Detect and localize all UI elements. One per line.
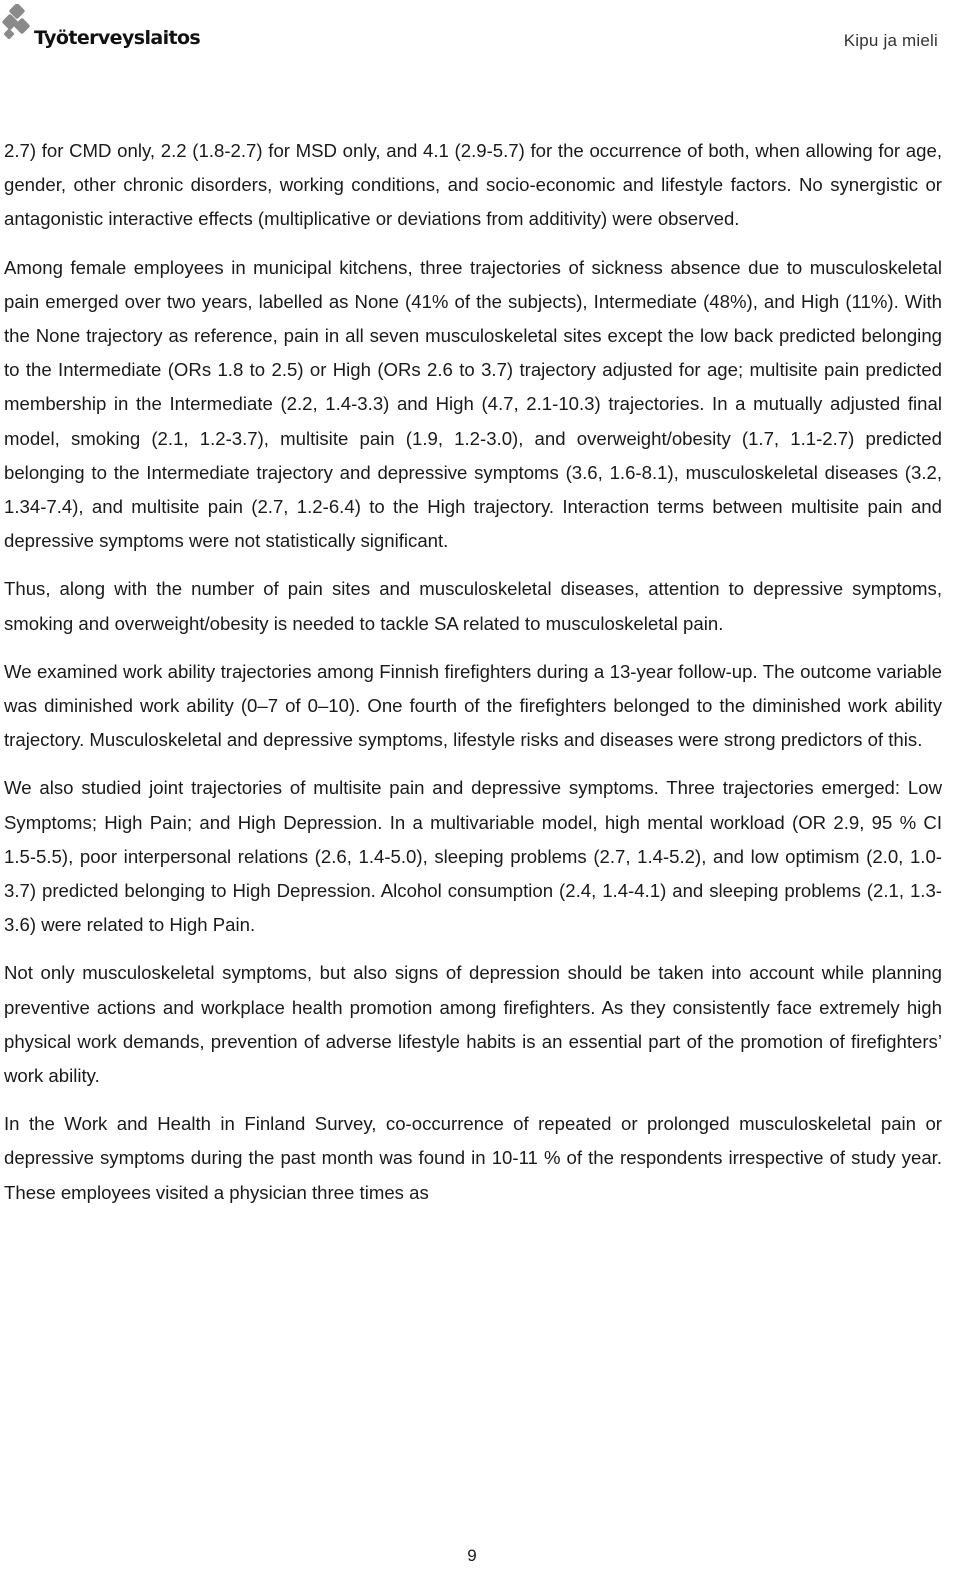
page-number: 9 [467, 1546, 477, 1565]
section-title: Kipu ja mieli [843, 31, 938, 50]
logo-mark-icon [2, 4, 32, 50]
paragraph: Not only musculoskeletal symptoms, but also signs of depression should be taken into account while planning preventive actions and workplace health promotion among firefighters. As they consistently face extremely high physical work demands, prevention of adverse lifestyle habits is an essential part of the promotion of firefighters’ work ability. [4, 962, 942, 1087]
paragraph: In the Work and Health in Finland Survey, co-occurrence of repeated or prolonged musculoskeletal pain or depressive symptoms during the past month was found in 10-11 % of the respondents irrespective of study year. These employees visited a physician three times as [4, 1113, 942, 1203]
logo [2, 4, 200, 50]
logo-text: Työterveyslaitos [34, 27, 201, 49]
paragraph: Among female employees in municipal kitchens, three trajectories of sickness absence due to musculoskeletal pain emerged over two years, labelled as None (41% of the subjects), Intermediate (48%), and High (11%). With the None trajectory as reference, pain in all seven musculoskeletal sites except the low back predicted belonging to the Intermediate (ORs 1.8 to 2.5) or High (ORs 2.6 to 3.7) trajectory adjusted for age; multisite pain predicted membership in the Intermediate (2.2, 1.4-3.3) and High (4.7, 2.1-10.3) trajectories. In a mutually adjusted final model, smoking (2.1, 1.2-3.7), multisite pain (1.9, 1.2-3.0), and overweight/obesity (1.7, 1.1-2.7) predicted belonging to the Intermediate trajectory and depressive symptoms (3.6, 1.6-8.1), musculoskeletal diseases (3.2, 1.34-7.4), and multisite pain (2.7, 1.2-6.4) to the High trajectory. Interaction terms between multisite pain and depressive symptoms were not statistically significant. [4, 256, 942, 552]
page-header [0, 0, 960, 70]
paragraph: 2.7) for CMD only, 2.2 (1.8-2.7) for MSD only, and 4.1 (2.9-5.7) for the occurrence of both, when allowing for age, gender, other chronic disorders, working conditions, and socio-economic and lifestyle factors. No synergistic or antagonistic interactive effects (multiplicative or deviations from additivity) were observed. [4, 140, 942, 230]
body-text [4, 134, 942, 1224]
paragraph: We also studied joint trajectories of multisite pain and depressive symptoms. Three trajectories emerged: Low Symptoms; High Pain; and High Depression. In a multivariable model, high mental workload (OR 2.9, 95 % CI 1.5-5.5), poor interpersonal relations (2.6, 1.4-5.0), sleeping problems (2.7, 1.4-5.2), and low optimism (2.0, 1.0-3.7) predicted belonging to High Depression. Alcohol consumption (2.4, 1.4-4.1) and sleeping problems (2.1, 1.3-3.6) were related to High Pain. [4, 777, 942, 936]
paragraph: Thus, along with the number of pain sites and musculoskeletal diseases, attention to depressive symptoms, smoking and overweight/obesity is needed to tackle SA related to musculoskeletal pain. [4, 578, 942, 634]
paragraph: We examined work ability trajectories among Finnish firefighters during a 13-year follow-up. The outcome variable was diminished work ability (0–7 of 0–10). One fourth of the firefighters belonged to the diminished work ability trajectory. Musculoskeletal and depressive symptoms, lifestyle risks and diseases were strong predictors of this. [4, 660, 942, 751]
